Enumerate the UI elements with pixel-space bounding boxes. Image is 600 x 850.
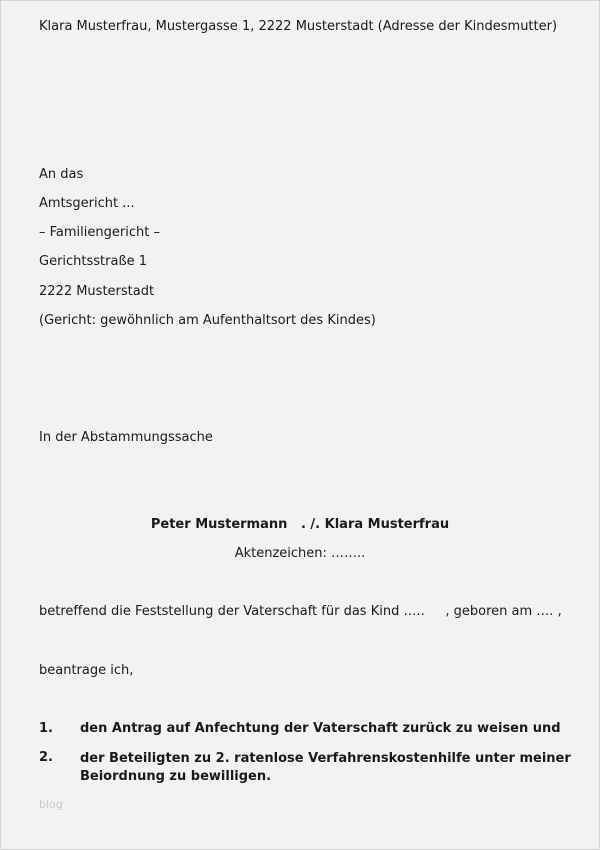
recipient-line-1: An das — [39, 167, 84, 182]
request-text-2: der Beteiligten zu 2. ratenlose Verfahrenskostenhilfe unter meiner Beiordnung zu bewilligen. — [80, 751, 571, 784]
matter-intro: In der Abstammungssache — [39, 430, 213, 445]
recipient-line-4: Gerichtsstraße 1 — [39, 254, 148, 269]
request-number-2: 2. — [39, 750, 53, 765]
request-text-1: den Antrag auf Anfechtung der Vaterschaft zurück zu weisen und — [80, 721, 561, 736]
recipient-line-6: (Gericht: gewöhnlich am Aufenthaltsort des Kindes) — [39, 313, 376, 328]
recipient-line-2: Amtsgericht ... — [39, 196, 135, 211]
sender-address: Klara Musterfrau, Mustergasse 1, 2222 Musterstadt (Adresse der Kindesmutter) — [39, 19, 558, 34]
recipient-line-3: – Familiengericht – — [39, 225, 160, 240]
concerning-line: betreffend die Feststellung der Vaterschaft für das Kind ….. , geboren am …. , — [39, 604, 562, 619]
parties-line: Peter Mustermann . /. Klara Musterfrau — [150, 517, 450, 532]
recipient-line-5: 2222 Musterstadt — [39, 284, 155, 299]
request-intro: beantrage ich, — [39, 663, 134, 678]
watermark-text: blog — [39, 798, 63, 811]
case-number: Aktenzeichen: …….. — [234, 546, 366, 561]
request-number-1: 1. — [39, 721, 53, 736]
